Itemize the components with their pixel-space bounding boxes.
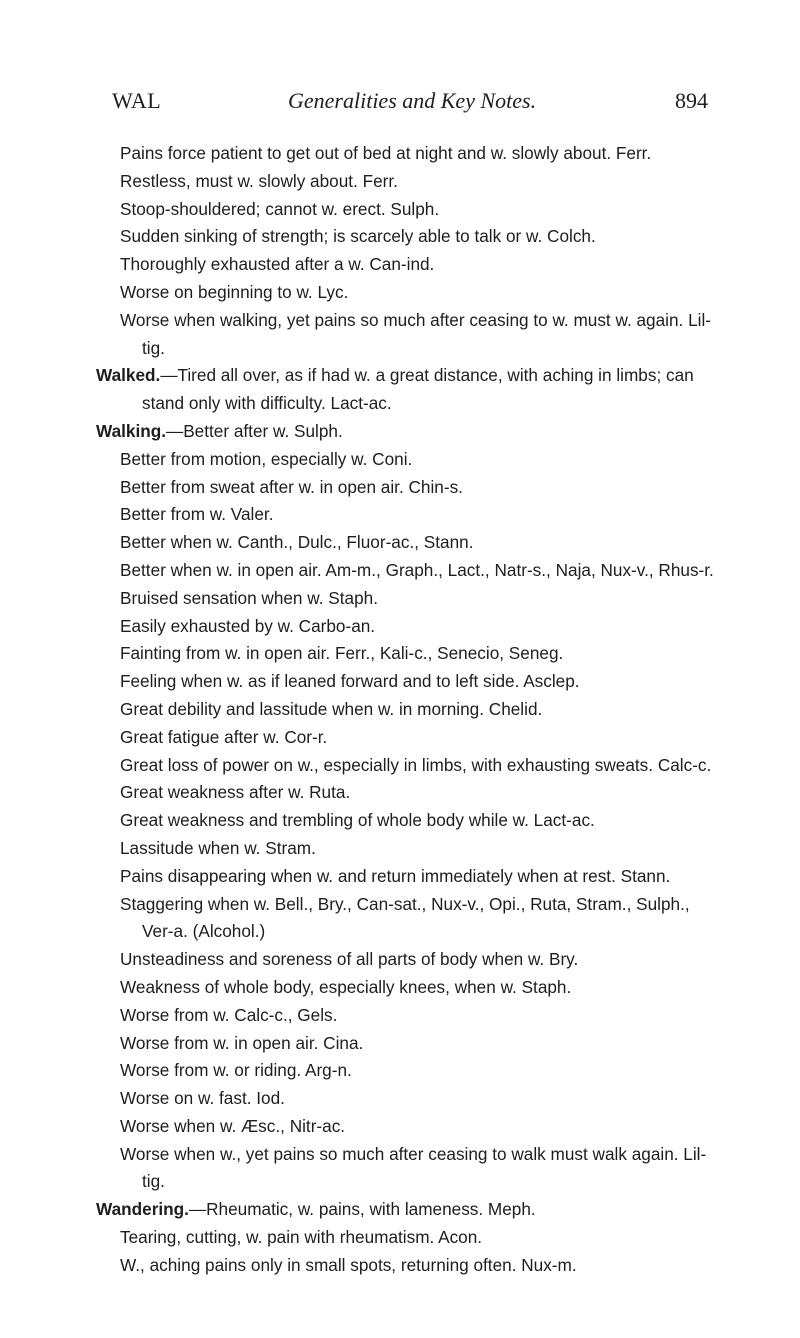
rubric-text: —Tired all over, as if had w. a great distance, with aching in limbs; can stand only with difficulty. Lact-ac.: [142, 365, 694, 414]
rubric-entry: [96, 696, 720, 724]
rubric-term: Walking.: [96, 420, 167, 441]
rubric-entry: [96, 529, 720, 557]
page-header: [112, 88, 708, 120]
rubric-entry: [96, 779, 720, 807]
rubric-entry: [96, 223, 720, 251]
rubric-entry: [96, 557, 720, 585]
rubric-entry: [96, 1057, 720, 1085]
rubric-text: Worse from w. Calc-c., Gels.: [120, 1004, 338, 1025]
rubric-text: Worse when walking, yet pains so much after ceasing to w. must w. again. Lil-tig.: [120, 309, 712, 358]
running-head-left: WAL: [112, 88, 162, 113]
rubric-text: Better from w. Valer.: [120, 504, 274, 525]
rubric-entry: [96, 251, 720, 279]
rubric-text: Staggering when w. Bell., Bry., Can-sat., Nux-v., Opi., Ruta, Stram., Sulph., Ver-a. (Alcohol.): [120, 893, 690, 942]
rubric-entry: [96, 446, 720, 474]
running-head-title: Generalities and Key Notes.: [288, 88, 537, 113]
rubric-term: Walked.: [96, 365, 161, 386]
rubric-entry: [96, 1141, 720, 1197]
rubric-entry: [96, 1030, 720, 1058]
rubric-text: Worse from w. or riding. Arg-n.: [120, 1060, 352, 1081]
rubric-text: Weakness of whole body, especially knees, when w. Staph.: [120, 976, 572, 997]
rubric-entry: [96, 585, 720, 613]
rubric-entry: [96, 946, 720, 974]
rubric-entry: [96, 196, 720, 224]
rubric-text: Pains disappearing when w. and return immediately when at rest. Stann.: [120, 865, 671, 886]
rubric-text: Fainting from w. in open air. Ferr., Kali-c., Senecio, Seneg.: [120, 643, 564, 664]
rubric-entry: [96, 891, 720, 947]
rubric-text: Better from sweat after w. in open air. Chin-s.: [120, 476, 463, 497]
rubric-entry: [96, 752, 720, 780]
rubric-text: Worse from w. in open air. Cina.: [120, 1032, 364, 1053]
rubric-text: Better from motion, especially w. Coni.: [120, 448, 413, 469]
rubric-text: Worse on w. fast. Iod.: [120, 1088, 285, 1109]
rubric-text: W., aching pains only in small spots, returning often. Nux-m.: [120, 1254, 577, 1275]
rubric-text: Better when w. Canth., Dulc., Fluor-ac., Stann.: [120, 532, 474, 553]
rubric-entry: [96, 1085, 720, 1113]
rubric-entry: [96, 1224, 720, 1252]
rubric-text: Unsteadiness and soreness of all parts of body when w. Bry.: [120, 949, 579, 970]
rubric-text: Great fatigue after w. Cor-r.: [120, 726, 328, 747]
rubric-heading-entry: [96, 418, 720, 446]
rubric-text: Feeling when w. as if leaned forward and to left side. Asclep.: [120, 671, 580, 692]
rubric-text: Lassitude when w. Stram.: [120, 837, 316, 858]
rubric-text: Worse on beginning to w. Lyc.: [120, 281, 349, 302]
rubric-text: Restless, must w. slowly about. Ferr.: [120, 170, 398, 191]
repertory-entries: [96, 140, 720, 1280]
rubric-entry: [96, 501, 720, 529]
rubric-text: Easily exhausted by w. Carbo-an.: [120, 615, 376, 636]
rubric-entry: [96, 307, 720, 363]
rubric-entry: [96, 974, 720, 1002]
rubric-text: Worse when w., yet pains so much after ceasing to walk must walk again. Lil-tig.: [120, 1143, 707, 1192]
rubric-text: Bruised sensation when w. Staph.: [120, 587, 378, 608]
rubric-text: Thoroughly exhausted after a w. Can-ind.: [120, 254, 435, 275]
rubric-text: Great loss of power on w., especially in limbs, with exhausting sweats. Calc-c.: [120, 754, 712, 775]
rubric-text: Tearing, cutting, w. pain with rheumatism. Acon.: [120, 1227, 483, 1248]
rubric-entry: [96, 863, 720, 891]
page-number: 894: [675, 88, 708, 113]
rubric-text: Great weakness and trembling of whole body while w. Lact-ac.: [120, 810, 595, 831]
rubric-text: Great debility and lassitude when w. in morning. Chelid.: [120, 698, 543, 719]
rubric-text: Pains force patient to get out of bed at night and w. slowly about. Ferr.: [120, 143, 652, 163]
rubric-entry: [96, 474, 720, 502]
rubric-text: Sudden sinking of strength; is scarcely able to talk or w. Colch.: [120, 226, 596, 247]
rubric-entry: [96, 807, 720, 835]
rubric-heading-entry: [96, 362, 720, 418]
rubric-entry: [96, 668, 720, 696]
rubric-term: Wandering.: [96, 1199, 189, 1220]
rubric-heading-entry: [96, 1196, 720, 1224]
rubric-entry: [96, 279, 720, 307]
rubric-text: —Rheumatic, w. pains, with lameness. Meph.: [188, 1199, 536, 1220]
rubric-text: —Better after w. Sulph.: [166, 420, 343, 441]
rubric-text: Stoop-shouldered; cannot w. erect. Sulph.: [120, 198, 440, 219]
rubric-entry: [96, 640, 720, 668]
rubric-entry: [96, 724, 720, 752]
rubric-entry: [96, 1113, 720, 1141]
rubric-entry: [96, 613, 720, 641]
rubric-text: Great weakness after w. Ruta.: [120, 782, 351, 803]
rubric-entry: [96, 835, 720, 863]
rubric-text: Better when w. in open air. Am-m., Graph., Lact., Natr-s., Naja, Nux-v., Rhus-r.: [120, 559, 714, 580]
rubric-entry: [96, 168, 720, 196]
rubric-entry: [96, 140, 720, 168]
rubric-entry: [96, 1252, 720, 1280]
rubric-text: Worse when w. Æsc., Nitr-ac.: [120, 1115, 346, 1136]
rubric-entry: [96, 1002, 720, 1030]
